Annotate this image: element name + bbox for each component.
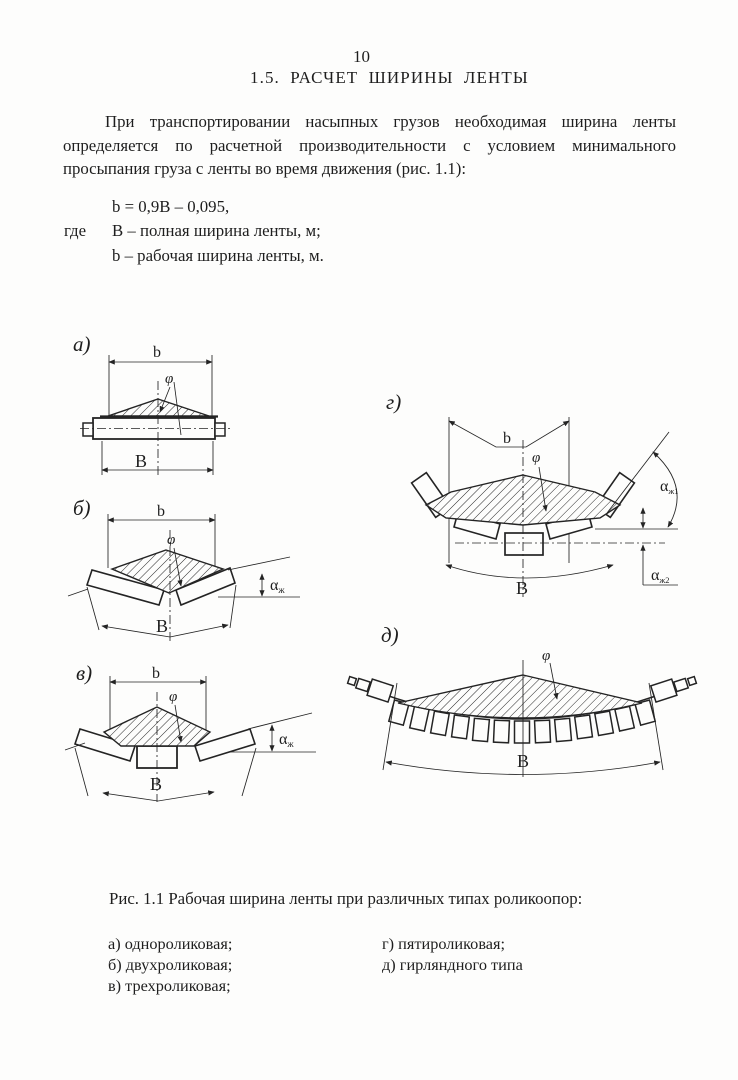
phi-label: φ [167,532,176,548]
figure-legend-left [108,933,232,996]
diagram-d-letter: д) [381,623,399,647]
diagram-b-linework [68,514,300,642]
legend-item-g: г) пятироликовая; [382,934,506,953]
diagram-v-letter: в) [76,661,93,685]
B-dimension [102,441,213,475]
formula-expression: b = 0,9В – 0,095, [112,197,230,216]
formula-def-B: В – полная ширина ленты, м; [112,221,321,240]
phi-label: φ [542,648,551,664]
diagram-two-rollers [60,480,320,650]
dim-label-b: b [152,665,160,682]
load-pile [108,399,209,416]
B-dimension [446,565,613,578]
dim-label-b: b [153,344,161,361]
phi-label: φ [532,450,541,466]
intro-paragraph: При транспортировании насыпных грузов необходимая ширина ленты определяется по расчетной производительности с условием минимального просыпания груза с ленты во время движения (рис. 1.1): [63,112,676,179]
legend-item-v: в) трехроликовая; [108,976,231,995]
diagram-g-letter: г) [386,390,402,414]
section-heading: 1.5. РАСЧЕТ ШИРИНЫ ЛЕНТЫ [250,68,529,87]
diagram-g-linework [412,417,678,597]
dim-label-B: В [516,578,529,598]
phi-label: φ [169,689,178,705]
page-number: 10 [353,47,370,66]
dim-label-B: В [156,616,169,636]
legend-item-a: а) однороликовая; [108,934,233,953]
alpha-label: αж [279,731,294,749]
dim-label-b: b [157,503,165,520]
legend-item-b: б) двухроликовая; [108,955,233,974]
diagram-a-linework [80,355,232,475]
diagram-garland [340,615,720,795]
garland-end-right [651,677,697,702]
formula-def-b: b – рабочая ширина ленты, м. [112,246,324,265]
alpha2-angle-markup [455,543,678,585]
dim-label-B: В [135,451,148,471]
diagram-single-roller [60,325,320,485]
figure-caption: Рис. 1.1 Рабочая ширина ленты при различных типах роликоопор: [109,889,583,908]
diagram-b-letter: б) [73,496,91,520]
alpha-label: αж [270,577,285,595]
formula-where-label: где [64,221,87,240]
dim-label-b: b [503,430,511,447]
phi-label: φ [165,371,174,387]
garland-end-left [348,677,394,702]
diagram-five-rollers [370,385,700,615]
roller [83,417,225,440]
dim-label-B: В [150,774,163,794]
alpha1-label: αж1 [660,478,679,496]
diagram-a-letter: а) [73,332,91,356]
alpha2-label: αж2 [651,567,670,585]
diagram-three-rollers [60,650,320,810]
legend-item-d: д) гирляндного типа [382,955,523,974]
dim-label-B: В [517,751,530,771]
figure-legend-right [382,933,523,975]
